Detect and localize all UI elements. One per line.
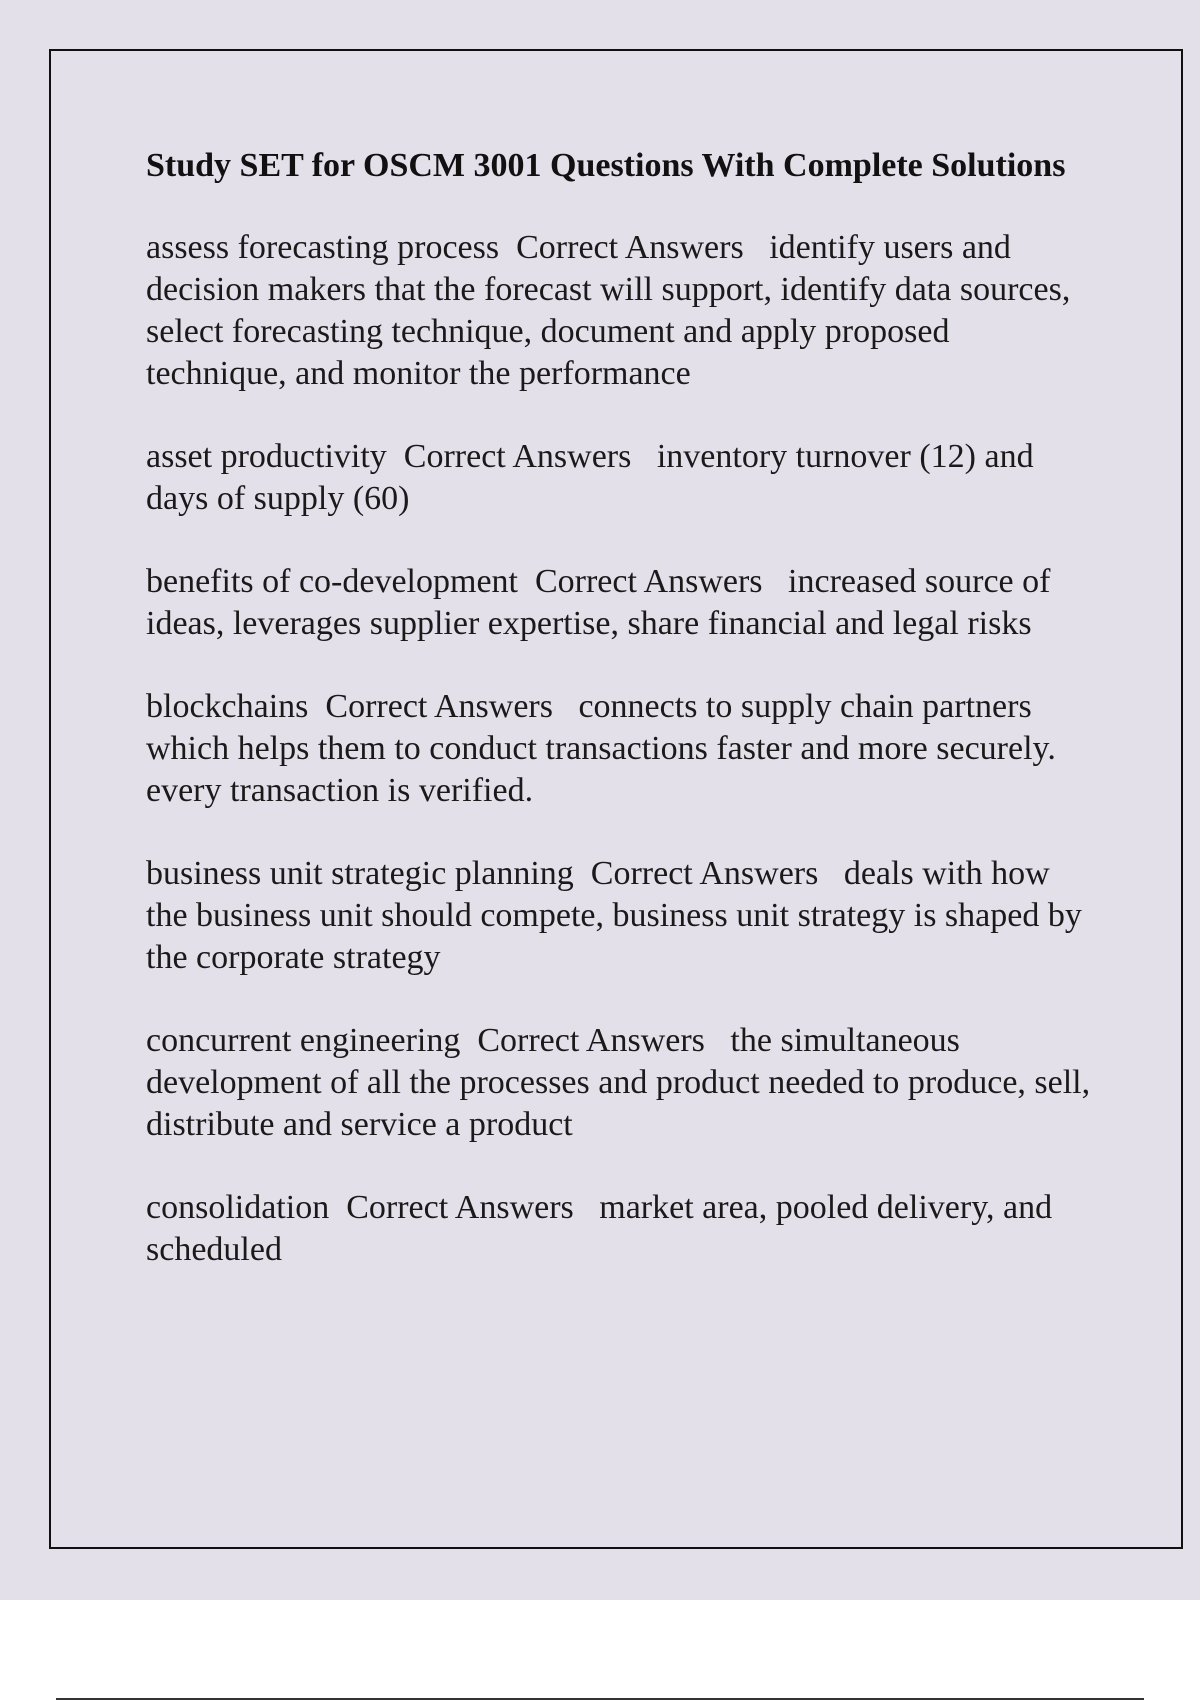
qa-term: asset productivity [146,438,387,475]
qa-answer: inventory turnover (12) and days of supply (60) [146,438,1043,517]
qa-term: assess forecasting process [146,229,500,266]
qa-separator: Correct Answers [403,438,632,475]
qa-entry [146,436,1096,520]
qa-term: concurrent engineering [146,1022,461,1059]
qa-separator: Correct Answers [590,855,819,892]
qa-answer: identify users and decision makers that the forecast will support, identify data sources, select forecasting technique, document and apply proposed technique, and monitor the performance [146,229,1079,392]
qa-answer: the simultaneous development of all the processes and product needed to produce, sell, distribute and service a product [146,1022,1099,1143]
qa-term: benefits of co-development [146,563,518,600]
qa-separator: Correct Answers [325,688,553,725]
qa-answer: deals with how the business unit should compete, business unit strategy is shaped by the corporate strategy [146,855,1091,976]
qa-answer: market area, pooled delivery, and scheduled [146,1189,1061,1268]
qa-entry [146,561,1096,645]
document-body [146,145,1099,1312]
qa-separator: Correct Answers [516,229,744,266]
qa-term: consolidation [146,1189,330,1226]
qa-entry [146,853,1096,979]
qa-separator: Correct Answers [477,1022,705,1059]
qa-term: blockchains [146,688,309,725]
qa-entry [146,1187,1096,1271]
document-title: Study SET for OSCM 3001 Questions With Complete Solutions [146,147,1066,184]
qa-entry [146,227,1096,395]
qa-entry [146,686,1096,812]
qa-entry [146,1020,1099,1146]
qa-answer: increased source of ideas, leverages supplier expertise, share financial and legal risks [146,563,1059,642]
qa-term: business unit strategic planning [146,855,574,892]
qa-answer: connects to supply chain partners which helps them to conduct transactions faster and more securely. every transaction is verified. [146,688,1065,809]
qa-separator: Correct Answers [534,563,763,600]
qa-separator: Correct Answers [346,1189,574,1226]
